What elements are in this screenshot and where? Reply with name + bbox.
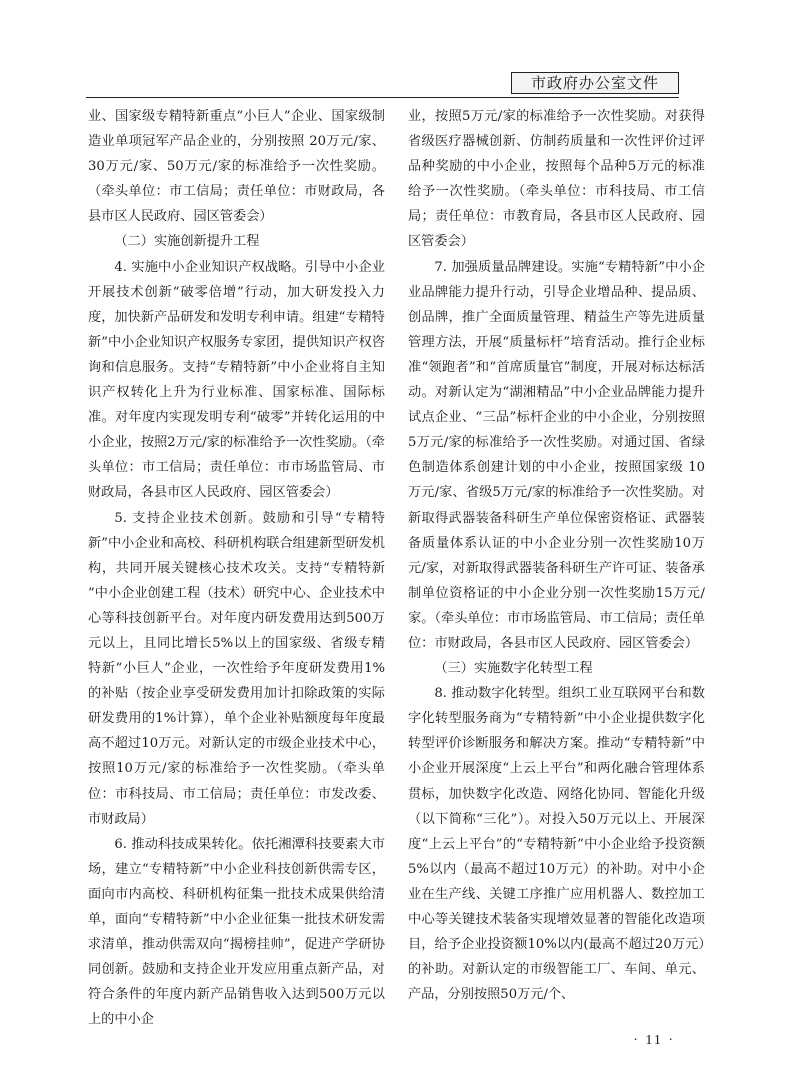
header-divider xyxy=(86,97,679,98)
paragraph: 5. 支持企业技术创新。鼓励和引导“专精特新”中小企业和高校、科研机构联合组建新型研发机构，共同开展关键核心技术攻关。支持“专精特新 ”中小企业创建工程（技术）研究中心、企业技术中心等科技创新平台。对年度内研发费用达到500万元以上，且同比增长5%以上的国家级、省级专精特新“小巨人”企业，一次性给予年度研发费用1%的补贴（按企业享受研发费用加计扣除政策的实际研发费用的1%计算），单个企业补贴额度每年度最高不超过10万元。对新认定的市级企业技术中心，按照10万元/家的标准给予一次性奖励。（牵头单位：市科技局、市工信局；责任单位：市发改委、市财政局） xyxy=(88,510,385,827)
paragraph: 业，按照5万元/家的标准给予一次性奖励。对获得省级医疗器械创新、仿制药质量和一次性评价过评品种奖励的中小企业，按照每个品种5万元的标准给予一次性奖励。（牵头单位：市科技局、市工信局；责任单位：市教育局，各县市区人民政府、园区管委会） xyxy=(408,109,705,250)
right-text-column xyxy=(408,104,705,1007)
paragraph: 业、国家级专精特新重点“小巨人”企业、国家级制造业单项冠军产品企业的，分别按照 20万元/家、30万元/家、50万元/家的标准给予一次性奖励。（牵头单位：市工信局；责任单位：市财政局，各县市区人民政府、园区管委会） xyxy=(88,109,385,225)
section-heading: （二）实施创新提升工程 xyxy=(114,234,260,250)
paragraph: 8. 推动数字化转型。组织工业互联网平台和数字化转型服务商为“专精特新”中小企业提供数字化转型评价诊断服务和解决方案。推动“专精特新”中小企业开展深度“上云上平台”和两化融合管理体系贯标，加快数字化改造、网络化协同、智能化升级（以下简称“三化”）。对投入50万元以上、开展深度“上云上平台”的“专精特新”中小企业给予投资额5%以内（最高不超过10万元）的补助。对中小企业在生产线、关键工序推广应用机器人、数控加工中心等关键技术装备实现增效显著的智能化改造项目，给予企业投资额10%以内(最高不超过20万元）的补助。对新认定的市级智能工厂、车间、单元、产品，分别按照50万元/个、 xyxy=(408,686,705,1003)
paragraph: 6. 推动科技成果转化。依托湘潭科技要素大市场，建立“专精特新”中小企业科技创新供需专区，面向市内高校、科研机构征集一批技术成果供给清单，面向“专精特新”中小企业征集一批技术研发需求清单，推动供需双向“揭榜挂帅”，促进产学研协同创新。鼓励和支持企业开发应用重点新产品，对符合条件的年度内新产品销售收入达到500万元以上的中小企 xyxy=(88,836,385,1028)
paragraph: 7. 加强质量品牌建设。实施“专精特新”中小企业品牌能力提升行动，引导企业增品种、提品质、创品牌，推广全面质量管理、精益生产等先进质量管理方法，开展“质量标杆”培育活动。推行企业标准“领跑者”和“首席质量官”制度，开展对标达标活动。对新认定为“湖湘精品”中小企业品牌能力提升试点企业、“三品”标杆企业的中小企业，分别按照5万元/家的标准给予一次性奖励。对通过国、省绿色制造体系创建计划的中小企业，按照国家级 10万元/家、省级5万元/家的标准给予一次性奖励。对新取得武器装备科研生产单位保密资格证、武器装备质量体系认证的中小企业分别一次性奖励10万元/家，对新取得武器装备科研生产许可证、装备承制单位资格证的中小企业分别一次性奖励15万元/家。（牵头单位：市市场监管局、市工信局；责任单位：市财政局，各县市区人民政府、园区管委会） xyxy=(408,259,705,651)
left-text-column xyxy=(88,104,385,1032)
document-section-tag: 市政府办公室文件 xyxy=(511,72,679,94)
page-number: · 11 · xyxy=(633,1033,675,1048)
section-heading: （三）实施数字化转型工程 xyxy=(434,661,593,677)
paragraph: 4. 实施中小企业知识产权战略。引导中小企业开展技术创新“破零倍增”行动，加大研发投入力度，加快新产品研发和发明专利申请。组建“专精特新”中小企业知识产权服务专家团，提供知识产权咨询和信息服务。支持“专精特新”中小企业将自主知识产权转化上升为行业标准、国家标准、国际标准。对年度内实现发明专利“破零”并转化运用的中小企业，按照2万元/家的标准给予一次性奖励。（牵头单位：市工信局；责任单位：市市场监管局、市财政局，各县市区人民政府、园区管委会） xyxy=(88,259,385,501)
